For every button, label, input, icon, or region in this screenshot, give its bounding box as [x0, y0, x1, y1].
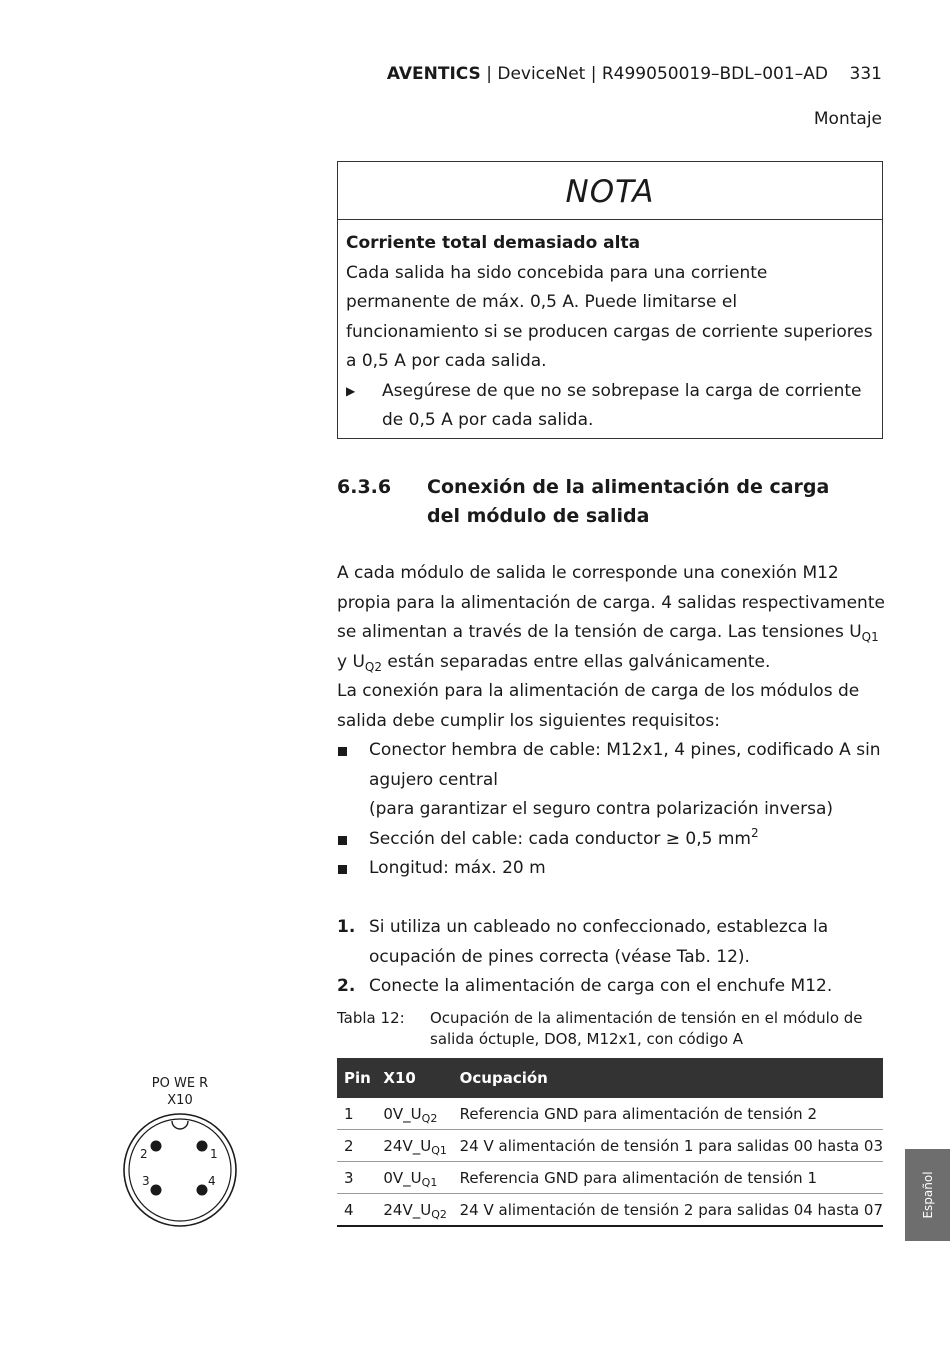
- page-number: 331: [849, 64, 882, 84]
- document-id: | DeviceNet | R499050019–BDL–001–AD: [480, 64, 828, 84]
- step-item: [337, 913, 885, 972]
- cell-pin: 4: [337, 1194, 376, 1227]
- list-item-note: (para garantizar el seguro contra polarización inversa): [369, 799, 833, 819]
- column-header-ocupacion: Ocupación: [453, 1058, 883, 1098]
- step-number: 2.: [337, 976, 356, 996]
- list-item-text: Sección del cable: cada conductor ≥ 0,5 mm: [369, 828, 751, 849]
- connector-outer-ring: [124, 1114, 236, 1226]
- subscript-q1: Q1: [861, 630, 879, 644]
- table-caption: Ocupación de la alimentación de tensión en el módulo de salida óctuple, DO8, M12x1, con código A: [430, 1009, 863, 1048]
- superscript-2: 2: [750, 825, 759, 840]
- list-item: [337, 736, 885, 825]
- pin-assignment-table: [337, 1058, 883, 1227]
- pin-label: 3: [142, 1174, 150, 1188]
- step-list: [337, 913, 885, 1002]
- note-bullet-text: Asegúrese de que no se sobrepase la carga de corriente de 0,5 A por cada salida.: [382, 380, 862, 430]
- connector-label-power: PO WE R: [151, 1076, 209, 1091]
- note-box: [337, 161, 883, 439]
- language-tab-label: Español: [920, 1171, 935, 1219]
- cell-description: 24 V alimentación de tensión 1 para salidas 00 hasta 03: [453, 1130, 883, 1162]
- list-item: [337, 854, 885, 884]
- column-header-x10: X10: [376, 1058, 452, 1098]
- cell-pin: 2: [337, 1130, 376, 1162]
- square-bullet-icon: [338, 865, 347, 874]
- connector-inner-ring: [129, 1119, 231, 1221]
- pin-label: 4: [208, 1174, 216, 1188]
- pin-1-dot: [197, 1141, 208, 1152]
- list-item-text: Conector hembra de cable: M12x1, 4 pines, codificado A sin agujero central: [369, 740, 881, 790]
- note-bullet: [346, 377, 874, 436]
- connector-label-x10: X10: [167, 1093, 193, 1108]
- cell-pin: 3: [337, 1162, 376, 1194]
- note-text: Cada salida ha sido concebida para una corriente permanente de máx. 0,5 A. Puede limitarse el funcionamiento si se producen cargas de corriente superiores a 0,5 A por cada salida.: [346, 262, 873, 371]
- cell-x10: $0V\_U_{Q1}$: [376, 1162, 452, 1194]
- note-body: [338, 220, 882, 436]
- cell-description: 24 V alimentación de tensión 2 para salidas 04 hasta 07: [453, 1194, 883, 1227]
- triangle-bullet-icon: ▶: [346, 383, 356, 398]
- coding-key-notch: [172, 1121, 188, 1129]
- step-number: 1.: [337, 917, 356, 937]
- cell-description: Referencia GND para alimentación de tensión 2: [453, 1098, 883, 1130]
- step-item: [337, 972, 885, 1002]
- section-title: Conexión de la alimentación de carga del módulo de salida: [427, 476, 830, 527]
- section-number: 6.3.6: [337, 476, 392, 498]
- table-row: [337, 1162, 883, 1194]
- brand-name: AVENTICS: [386, 64, 481, 84]
- table-header-row: [337, 1058, 883, 1098]
- table-row: [337, 1194, 883, 1227]
- cell-x10: $24V\_U_{Q1}$: [376, 1130, 452, 1162]
- pin-2-dot: [151, 1141, 162, 1152]
- body-text: [337, 559, 885, 1002]
- paragraph-2: La conexión para la alimentación de carga de los módulos de salida debe cumplir los siguientes requisitos:: [337, 681, 860, 731]
- step-text: Si utiliza un cableado no confeccionado, establezca la ocupación de pines correcta (véase Tab. 12).: [369, 917, 829, 967]
- p1-part-c: están separadas entre ellas galvánicamente.: [382, 651, 771, 672]
- cell-x10: $24V\_U_{Q2}$: [376, 1194, 452, 1227]
- pin-label: 2: [140, 1147, 148, 1161]
- m12-connector-diagram: [118, 1110, 242, 1230]
- pin-4-dot: [197, 1185, 208, 1196]
- cell-pin: 1: [337, 1098, 376, 1130]
- table-caption-label: Tabla 12:: [337, 1009, 405, 1027]
- square-bullet-icon: [338, 747, 347, 756]
- cell-description: Referencia GND para alimentación de tensión 1: [453, 1162, 883, 1194]
- table-row: [337, 1130, 883, 1162]
- paragraph-1: [337, 559, 885, 677]
- list-item: [337, 825, 885, 855]
- step-text: Conecte la alimentación de carga con el enchufe M12.: [369, 976, 833, 996]
- note-heading: Corriente total demasiado alta: [346, 233, 641, 253]
- list-item-text: Longitud: máx. 20 m: [369, 858, 546, 878]
- pin-3-dot: [151, 1185, 162, 1196]
- cell-x10: $0V\_U_{Q2}$: [376, 1098, 452, 1130]
- column-header-pin: Pin: [337, 1058, 376, 1098]
- note-title: NOTA: [338, 162, 882, 220]
- pin-label: 1: [210, 1147, 218, 1161]
- table-row: [337, 1098, 883, 1130]
- p1-part-b: y U: [337, 651, 365, 672]
- subscript-q2: Q2: [364, 659, 383, 674]
- language-tab: [905, 1149, 950, 1241]
- chapter-name: Montaje: [813, 109, 882, 129]
- p1-part-a: A cada módulo de salida le corresponde una conexión M12 propia para la alimentación de carga. 4 salidas respectivamente se alimentan a través de la tensión de carga. Las tensiones U: [337, 563, 885, 642]
- running-header: [300, 62, 882, 86]
- square-bullet-icon: [338, 836, 347, 845]
